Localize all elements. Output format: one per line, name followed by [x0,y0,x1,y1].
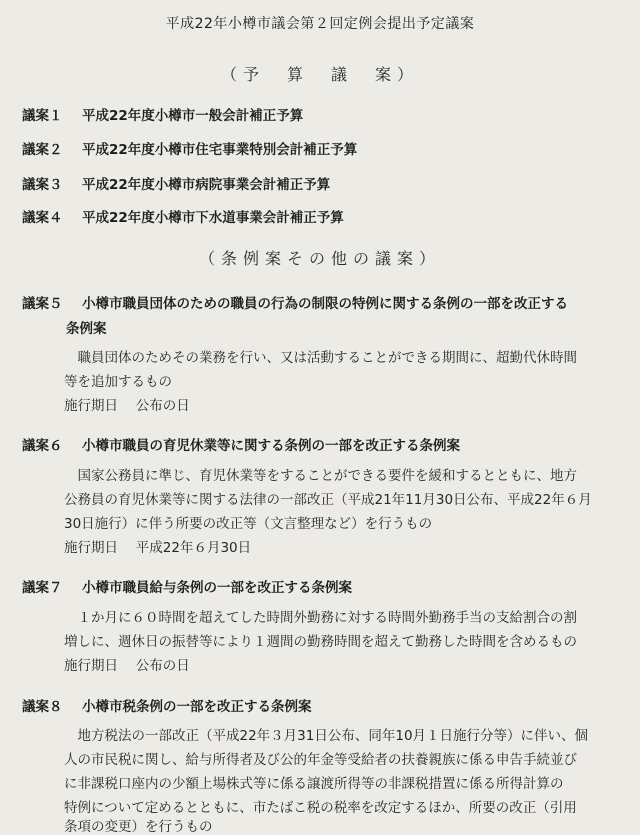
other-section-heading: （条例案その他の議案） [198,249,441,268]
agenda-number: 議案６ [22,438,63,454]
agenda-desc-line: 人の市民税に関し、給与所得者及び公的年金等受給者の扶養親族に係る申告手続並び [64,752,577,768]
agenda-title: 平成22年度小樽市下水道事業会計補正予算 [82,210,344,226]
agenda-number: 議案８ [22,699,63,715]
agenda-title: 小樽市職員の育児休業等に関する条例の一部を改正する条例案 [82,438,460,454]
agenda-number: 議案７ [22,580,63,596]
effective-date: 施行期日 平成22年６月30日 [64,540,252,556]
agenda-number: 議案１ [22,108,63,124]
agenda-desc-line: 等を追加するもの [64,374,172,390]
agenda-desc-line: 条項の変更）を行うもの [64,819,213,835]
agenda-desc-line: 30日施行）に伴う所要の改正等（文言整理など）を行うもの [64,516,433,532]
agenda-desc-line: 公務員の育児休業等に関する法律の一部改正（平成21年11月30日公布、平成22年６月 [64,492,592,508]
agenda-number: 議案２ [22,142,63,158]
agenda-item-7-heading [22,576,352,596]
budget-section-heading: （予 算 議 案） [220,65,419,84]
document-title: 平成22年小樽市議会第２回定例会提出予定議案 [165,16,475,32]
effective-date: 施行期日 公布の日 [64,658,190,674]
budget-item-1 [22,104,303,124]
budget-item-3 [22,173,330,193]
agenda-title: 平成22年度小樽市病院事業会計補正予算 [82,177,331,193]
agenda-title: 平成22年度小樽市一般会計補正予算 [82,108,304,124]
agenda-item-8-heading [22,695,312,715]
effective-date: 施行期日 公布の日 [64,398,190,414]
agenda-title: 小樽市職員団体のための職員の行為の制限の特例に関する条例の一部を改正する [82,296,568,312]
agenda-desc-line: １か月に６０時間を超えてした時間外勤務に対する時間外勤務手当の支給割合の割 [64,610,577,626]
agenda-number: 議案５ [22,296,63,312]
agenda-desc-line: 職員団体のためその業務を行い、又は活動することができる期間に、超勤代休時間 [64,350,577,366]
agenda-title-continuation: 条例案 [66,321,107,337]
agenda-desc-line: 特例について定めるとともに、市たばこ税の税率を改定するほか、所要の改正（引用 [64,800,577,816]
agenda-desc-line: 地方税法の一部改正（平成22年３月31日公布、同年10月１日施行分等）に伴い、個 [64,728,589,744]
agenda-title: 平成22年度小樽市住宅事業特別会計補正予算 [82,142,358,158]
agenda-desc-line: に非課税口座内の少額上場株式等に係る譲渡所得等の非課税措置に係る所得計算の [64,776,564,792]
agenda-number: 議案４ [22,210,63,226]
budget-item-4 [22,206,344,226]
agenda-desc-line: 増しに、週休日の振替等により１週間の勤務時間を超えて勤務した時間を含めるもの [64,634,577,650]
agenda-title: 小樽市職員給与条例の一部を改正する条例案 [82,580,352,596]
agenda-item-6-heading [22,434,460,454]
agenda-item-5-heading [22,292,568,312]
agenda-title: 小樽市税条例の一部を改正する条例案 [82,699,312,715]
agenda-desc-line: 国家公務員に準じ、育児休業等をすることができる要件を緩和するとともに、地方 [64,468,577,484]
agenda-number: 議案３ [22,177,63,193]
budget-item-2 [22,138,357,158]
